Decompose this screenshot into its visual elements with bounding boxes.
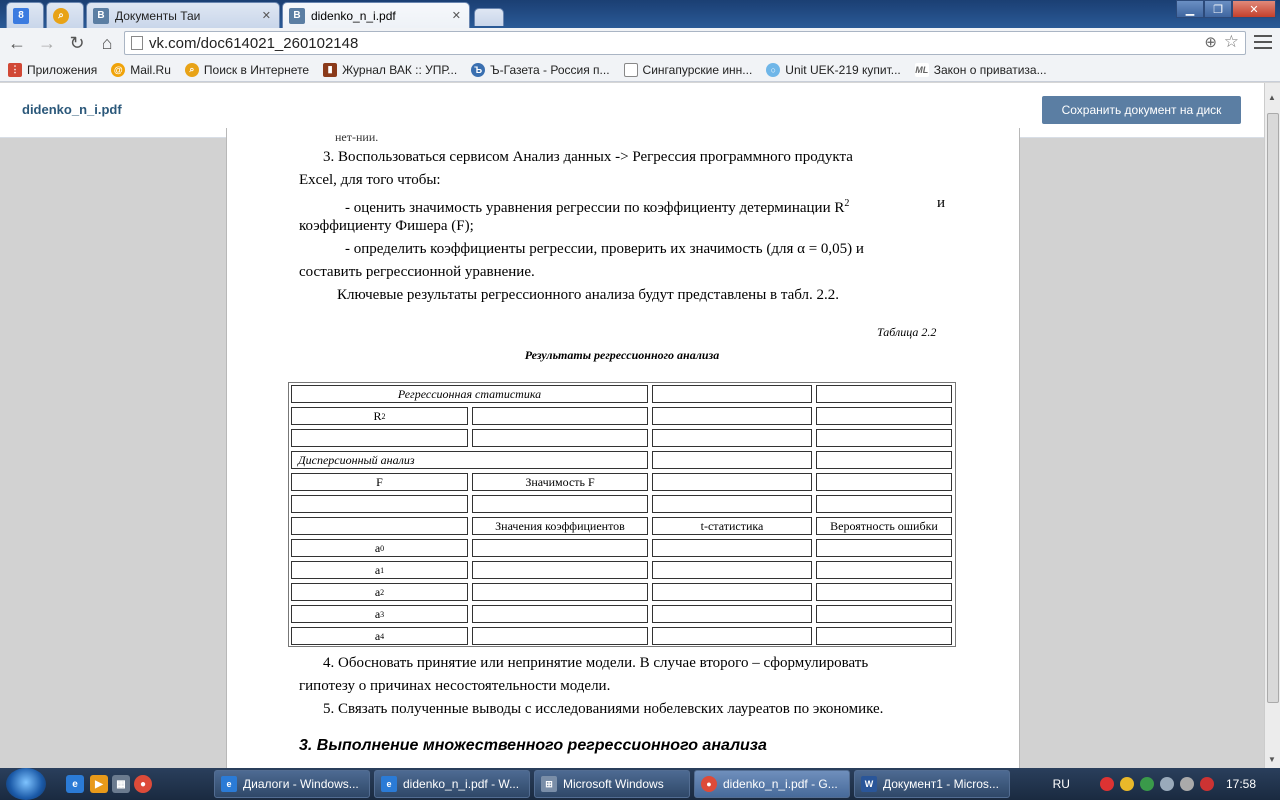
table-cell-a2 (291, 583, 468, 601)
bookmark-mailru[interactable] (111, 63, 171, 77)
table-cell (652, 385, 812, 403)
tab-vk-documents[interactable] (86, 2, 280, 28)
table-cell-t-stat: t-статистика (652, 517, 812, 535)
start-button[interactable] (6, 768, 46, 800)
taskbar-item[interactable] (854, 770, 1010, 798)
dash-2-line1: - определить коэффициенты регрессии, проверить их значимость (для α = 0,05) и (345, 241, 864, 257)
item-3-line1: 3. Воспользоваться сервисом Анализ данных -> Регрессия программного продукта (323, 149, 853, 165)
table-cell (816, 561, 952, 579)
table-cell (472, 605, 648, 623)
page-icon (131, 36, 143, 50)
vk-icon: B (289, 8, 305, 24)
table-cell (652, 627, 812, 645)
vk-icon: B (93, 8, 109, 24)
arrow-right-icon: → (38, 32, 56, 53)
taskbar-item[interactable] (214, 770, 370, 798)
task-label: didenko_n_i.pdf - G... (723, 777, 838, 791)
table-cell (816, 539, 952, 557)
table-cell (816, 583, 952, 601)
book-icon: ▮ (323, 63, 337, 77)
tab-pdf-active[interactable] (282, 2, 470, 28)
bookmarks-bar (0, 58, 1280, 82)
home-button[interactable] (94, 30, 120, 56)
table-cell (652, 539, 812, 557)
system-tray (1053, 768, 1280, 800)
dash-2-line2: составить регрессионной уравнение. (299, 264, 535, 280)
windows-icon: ⊞ (541, 776, 557, 792)
table-cell-reg-stat: Регрессионная статистика (291, 385, 648, 403)
bookmark-label: Приложения (27, 62, 98, 77)
browser-titlebar (0, 0, 1280, 28)
table-cell-disp: Дисперсионный анализ (291, 451, 648, 469)
search-icon: ⌕ (185, 63, 199, 77)
table-cell (472, 407, 648, 425)
ie-icon: e (381, 776, 397, 792)
cut-off-line: нет-нии. (335, 130, 379, 144)
windows-taskbar (0, 768, 1280, 800)
table-cell (652, 451, 812, 469)
save-to-disk-button[interactable]: Сохранить документ на диск (1042, 96, 1241, 124)
update-icon[interactable] (1200, 777, 1214, 791)
dash-1-and: и (936, 195, 945, 211)
window-controls (1176, 0, 1276, 20)
scroll-down-icon[interactable]: ▼ (1268, 755, 1276, 764)
bookmark-apps[interactable] (8, 63, 97, 77)
bookmark-label: Mail.Ru (130, 62, 171, 77)
table-cell-coef-values: Значения коэффициентов (472, 517, 648, 535)
tab-label: didenko_n_i.pdf (311, 8, 396, 23)
bookmark-label: Закон о приватиза... (933, 62, 1047, 77)
zoom-icon[interactable]: ⊕ (1204, 34, 1217, 51)
table-caption: Результаты регрессионного анализа (524, 348, 720, 362)
table-cell-a0 (291, 539, 468, 557)
table-cell (816, 605, 952, 623)
arrow-left-icon: ← (8, 32, 26, 53)
menu-button[interactable] (1254, 33, 1272, 51)
tab-search[interactable] (46, 2, 84, 28)
media-player-icon[interactable]: ▶ (90, 775, 108, 793)
bookmark-kommersant[interactable] (471, 63, 609, 77)
page-icon (624, 63, 638, 77)
table-cell (652, 429, 812, 447)
google-icon: 8 (13, 8, 29, 24)
task-label: Microsoft Windows (563, 777, 664, 791)
volume-icon[interactable] (1180, 777, 1194, 791)
word-icon: W (861, 776, 877, 792)
table-cell (652, 495, 812, 513)
item-4-line1: 4. Обосновать принятие или непринятие модели. В случае второго – сформулировать (323, 655, 869, 671)
r2-sup: 2 (381, 411, 386, 421)
taskbar-item-active[interactable] (694, 770, 850, 798)
a-sub: 2 (380, 587, 385, 597)
url-text: vk.com/doc614021_260102148 (149, 34, 359, 52)
ie-icon[interactable]: e (66, 775, 84, 793)
table-cell-a3 (291, 605, 468, 623)
flag-icon[interactable] (1140, 777, 1154, 791)
table-cell-p-err: Вероятность ошибки (816, 517, 952, 535)
table-cell (652, 583, 812, 601)
star-icon[interactable]: ☆ (1223, 32, 1239, 51)
table-cell-r2 (291, 407, 468, 425)
reload-button[interactable] (64, 30, 90, 56)
tab-google[interactable] (6, 2, 44, 28)
bookmark-vak[interactable] (323, 63, 457, 77)
item-4-line2: гипотезу о причинах несостоятельности модели. (299, 678, 611, 694)
table-cell (816, 385, 952, 403)
item-3-line2: Excel, для того чтобы: (299, 172, 441, 188)
table-cell (816, 473, 952, 491)
table-cell (472, 429, 648, 447)
close-window-button[interactable]: ✕ (1232, 0, 1276, 18)
vertical-scrollbar[interactable] (1264, 83, 1280, 768)
a-label: a (374, 562, 381, 577)
r2-label: R (373, 408, 382, 423)
bookmark-label: Поиск в Интернете (203, 62, 310, 77)
minimize-button[interactable]: ▁ (1176, 0, 1204, 18)
table-cell-a1 (291, 561, 468, 579)
table-cell (816, 407, 952, 425)
bookmark-label: Unit UEK-219 купит... (785, 62, 901, 77)
table-cell (816, 495, 952, 513)
a-sub: 3 (380, 609, 385, 619)
table-cell (816, 429, 952, 447)
table-cell (816, 451, 952, 469)
doc-title: didenko_n_i.pdf (22, 102, 122, 117)
scrollbar-thumb[interactable] (1267, 113, 1279, 703)
task-label: Диалоги - Windows... (243, 777, 359, 791)
ml-icon: ML (915, 64, 929, 75)
bookmark-search[interactable] (185, 63, 309, 77)
table-cell (472, 561, 648, 579)
table-cell (652, 561, 812, 579)
globe-icon: ○ (766, 63, 780, 77)
mailru-icon: @ (111, 63, 125, 77)
clock[interactable]: 17:58 (1225, 777, 1256, 791)
a-label: a (374, 584, 381, 599)
table-cell (291, 429, 468, 447)
table-cell (472, 627, 648, 645)
search-icon: ⌕ (53, 8, 69, 24)
close-icon[interactable]: ✕ (261, 10, 271, 22)
table-cell-sig-f: Значимость F (472, 473, 648, 491)
a-sub: 1 (380, 565, 385, 575)
pdf-page (226, 128, 1020, 788)
antivirus-icon[interactable] (1100, 777, 1114, 791)
close-icon[interactable]: ✕ (451, 10, 461, 22)
pdf-viewer[interactable] (0, 130, 1264, 768)
a-label: a (374, 540, 381, 555)
chrome-icon: ● (701, 776, 717, 792)
apps-icon: ⋮ (8, 63, 22, 77)
table-cell (652, 473, 812, 491)
table-cell-f: F (291, 473, 468, 491)
table-cell (472, 583, 648, 601)
table-cell (652, 407, 812, 425)
table-cell (291, 517, 468, 535)
bookmark-label: Журнал ВАК :: УПР... (342, 62, 458, 77)
chrome-icon[interactable]: ● (134, 775, 152, 793)
address-bar[interactable] (124, 31, 1246, 55)
forward-button[interactable] (34, 30, 60, 56)
task-label: Документ1 - Micros... (883, 777, 999, 791)
task-label: didenko_n_i.pdf - W... (403, 777, 520, 791)
bookmark-singapore[interactable] (624, 63, 753, 77)
battery-icon[interactable] (1160, 777, 1174, 791)
bookmark-label: Ъ-Газета - Россия п... (490, 62, 610, 77)
table-label: Таблица 2.2 (877, 325, 937, 339)
table-cell (291, 495, 468, 513)
tab-label: Документы Таи (115, 8, 201, 23)
taskbar-item[interactable] (534, 770, 690, 798)
taskbar-item[interactable] (374, 770, 530, 798)
a-label: a (374, 606, 381, 621)
calculator-icon[interactable]: ▦ (112, 775, 130, 793)
a-sub: 4 (380, 631, 385, 641)
maximize-button[interactable]: ❐ (1204, 0, 1232, 18)
table-cell (816, 627, 952, 645)
ie-icon: e (221, 776, 237, 792)
bookmark-zakon[interactable] (915, 63, 1047, 77)
home-icon: ⌂ (101, 32, 113, 53)
a-sub: 0 (380, 543, 385, 553)
a-label: a (374, 628, 381, 643)
kommersant-icon: Ъ (471, 63, 485, 77)
browser-toolbar (0, 28, 1280, 58)
dash-1-text: - оценить значимость уравнения регрессии по коэффициенту детерминации R (345, 200, 845, 216)
dash-1-line2: коэффициенту Фишера (F); (299, 218, 474, 234)
item-5: 5. Связать полученные выводы с исследованиями нобелевских лауреатов по экономике. (323, 701, 884, 717)
scroll-up-icon[interactable]: ▲ (1268, 93, 1276, 102)
bookmark-unit[interactable] (766, 63, 900, 77)
table-cell (652, 605, 812, 623)
reload-icon: ↻ (69, 32, 85, 53)
table-cell (472, 539, 648, 557)
r2-superscript: 2 (844, 198, 850, 209)
key-results-text: Ключевые результаты регрессионного анализа будут представлены в табл. 2.2. (337, 287, 840, 303)
network-icon[interactable] (1120, 777, 1134, 791)
regression-table (288, 382, 956, 647)
section-3-heading: 3. Выполнение множественного регрессионного анализа (299, 737, 767, 754)
language-indicator[interactable]: RU (1052, 777, 1070, 791)
table-cell (472, 495, 648, 513)
back-button[interactable] (4, 30, 30, 56)
bookmark-label: Сингапурские инн... (642, 62, 753, 77)
new-tab-button[interactable] (474, 8, 504, 26)
table-cell-a4 (291, 627, 468, 645)
